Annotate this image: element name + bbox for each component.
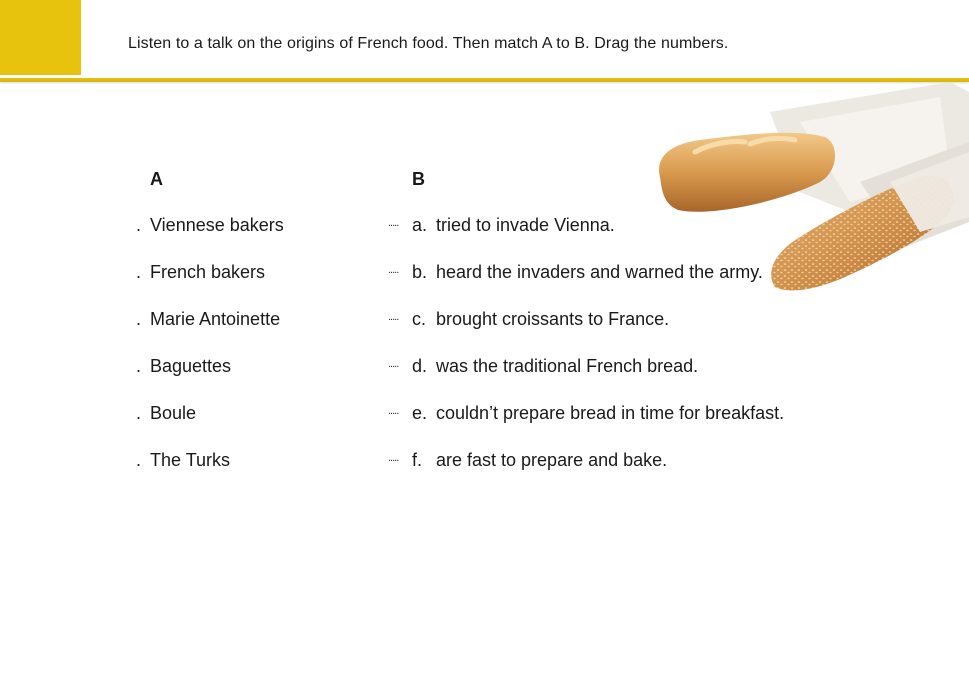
column-b-item [0, 309, 800, 333]
column-b-item [0, 262, 800, 286]
option-letter: b. [412, 262, 428, 282]
item-label: French bakers [150, 262, 266, 282]
option-letter: d. [412, 356, 428, 376]
option-letter: c. [412, 309, 427, 329]
number-drop-slot[interactable]: ..... [388, 452, 399, 464]
item-label: Baguettes [150, 356, 232, 376]
item-marker: . [136, 403, 142, 423]
column-a-heading: A [150, 169, 163, 189]
accent-corner-block [0, 0, 81, 75]
option-letter: e. [412, 403, 428, 423]
item-label: Viennese bakers [150, 215, 284, 235]
option-letter: a. [412, 215, 428, 235]
item-marker: . [136, 215, 142, 235]
item-label: Marie Antoinette [150, 309, 281, 329]
number-drop-slot[interactable]: ..... [388, 264, 399, 276]
option-text: brought croissants to France. [436, 309, 670, 329]
item-marker: . [136, 309, 142, 329]
column-b-item [0, 403, 800, 427]
option-text: tried to invade Vienna. [436, 215, 615, 235]
instruction-text: Listen to a talk on the origins of French food. Then match A to B. Drag the numbers. [128, 35, 729, 52]
option-letter: f. [412, 450, 423, 470]
item-marker: . [136, 356, 142, 376]
item-label: Boule [150, 403, 197, 423]
option-text: heard the invaders and warned the army. [436, 262, 763, 282]
number-drop-slot[interactable]: ..... [388, 311, 399, 323]
column-b-item [0, 450, 800, 474]
option-text: couldn’t prepare bread in time for breakfast. [436, 403, 785, 423]
column-b-item [0, 215, 800, 239]
item-marker: . [136, 262, 142, 282]
item-label: The Turks [150, 450, 231, 470]
item-marker: . [136, 450, 142, 470]
option-text: are fast to prepare and bake. [436, 450, 668, 470]
number-drop-slot[interactable]: ..... [388, 358, 399, 370]
column-b-item [0, 356, 800, 380]
option-text: was the traditional French bread. [436, 356, 699, 376]
number-drop-slot[interactable]: ..... [388, 217, 399, 229]
number-drop-slot[interactable]: ..... [388, 405, 399, 417]
column-b-heading: B [412, 169, 425, 189]
